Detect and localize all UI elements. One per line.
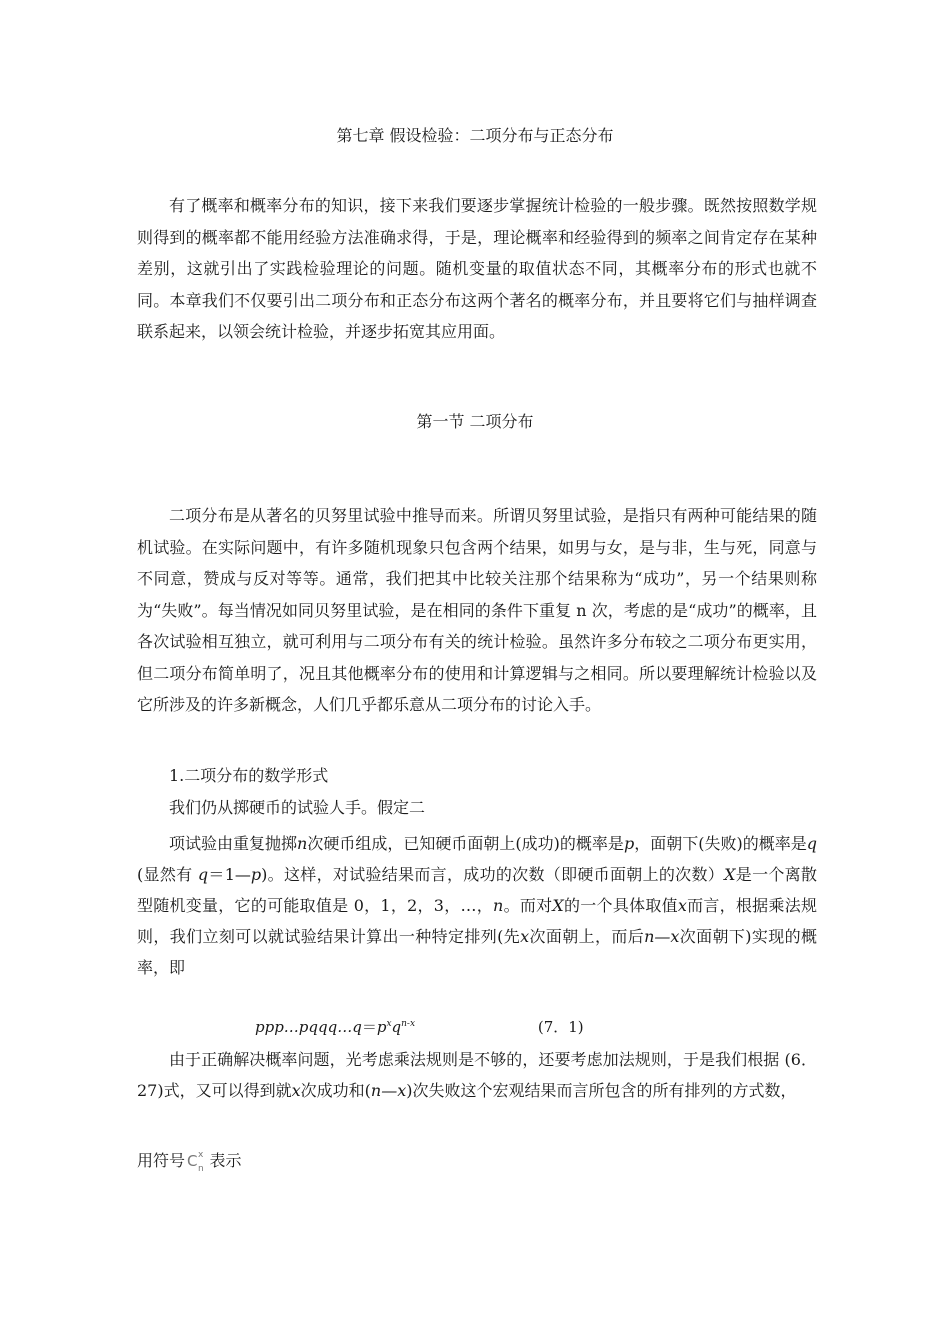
chapter-title: 第七章 假设检验：二项分布与正态分布 (336, 126, 614, 145)
combination-notation-line: 用符号 C x n 表示 (137, 1150, 242, 1174)
section-paragraph: 二项分布是从著名的贝努里试验中推导而来。所谓贝努里试验，是指只有两种可能结果的随机试验。在实际问题中，有许多随机现象只包含两个结果，如男与女，是与非，生与死，同意与不同意，赞成与反对等等。通常，我们把其中比较关注那个结果称为“成功”，另一个结果则称为“失败”。每当情况如同贝努里试验，是在相同的条件下重复 n 次，考虑的是“成功”的概率，且各次试验相互独立，就可利用与二项分布有关的统计检验。虽然许多分布较之二项分布更实用，但二项分布简单明了，况且其他概率分布的使用和计算逻辑与之相同。所以要理解统计检验以及它所涉及的许多新概念，人们几乎都乐意从二项分布的讨论入手。 (137, 506, 817, 714)
formula-7-1: $ppp\dots pqqq\dots q=p^xq^{n-x}$ (7．1) (255, 1012, 584, 1039)
closing-paragraph: 由于正确解决概率问题，光考虑乘法规则是不够的，还要考虑加法规则，于是我们根据 (6．27)式，又可以得到就x次成功和(n—x)次失败这个宏观结果而言所包含的所有排列的方式数， (137, 1050, 817, 1100)
coin-paragraph: 项试验由重复抛掷n次硬币组成，已知硬币面朝上(成功)的概率是p，面朝下(失败)的概率是q (显然有 q＝1—p)。这样，对试验结果而言，成功的次数（即硬币面朝上的次数）X是一个离散型随机变量，它的可能取值是 0，1，2，3，…，n。而对X的一个具体取值x而言，根据乘法规则，我们立刻可以就试验结果计算出一种特定排列(先x次面朝上，而后n—x次面朝下)实现的概率，即 (137, 834, 817, 977)
intro-paragraph: 有了概率和概率分布的知识，接下来我们要逐步掌握统计检验的一般步骤。既然按照数学规则得到的概率都不能用经验方法准确求得，于是，理论概率和经验得到的频率之间肯定存在某种差别，这就引出了实践检验理论的问题。随机变量的取值状态不同，其概率分布的形式也就不同。本章我们不仅要引出二项分布和正态分布这两个著名的概率分布，并且要将它们与抽样调查联系起来，以领会统计检验，并逐步拓宽其应用面。 (137, 196, 817, 341)
subheading: 1.二项分布的数学形式 (169, 766, 329, 785)
equation-number: (7．1) (537, 1018, 584, 1036)
coin-intro: 我们仍从掷硬币的试验人手。假定二 (169, 798, 426, 817)
section-title: 第一节 二项分布 (416, 412, 534, 431)
combination-symbol: C x n (187, 1150, 204, 1174)
formula-lhs: ppp…pqqq…q (255, 1018, 362, 1036)
